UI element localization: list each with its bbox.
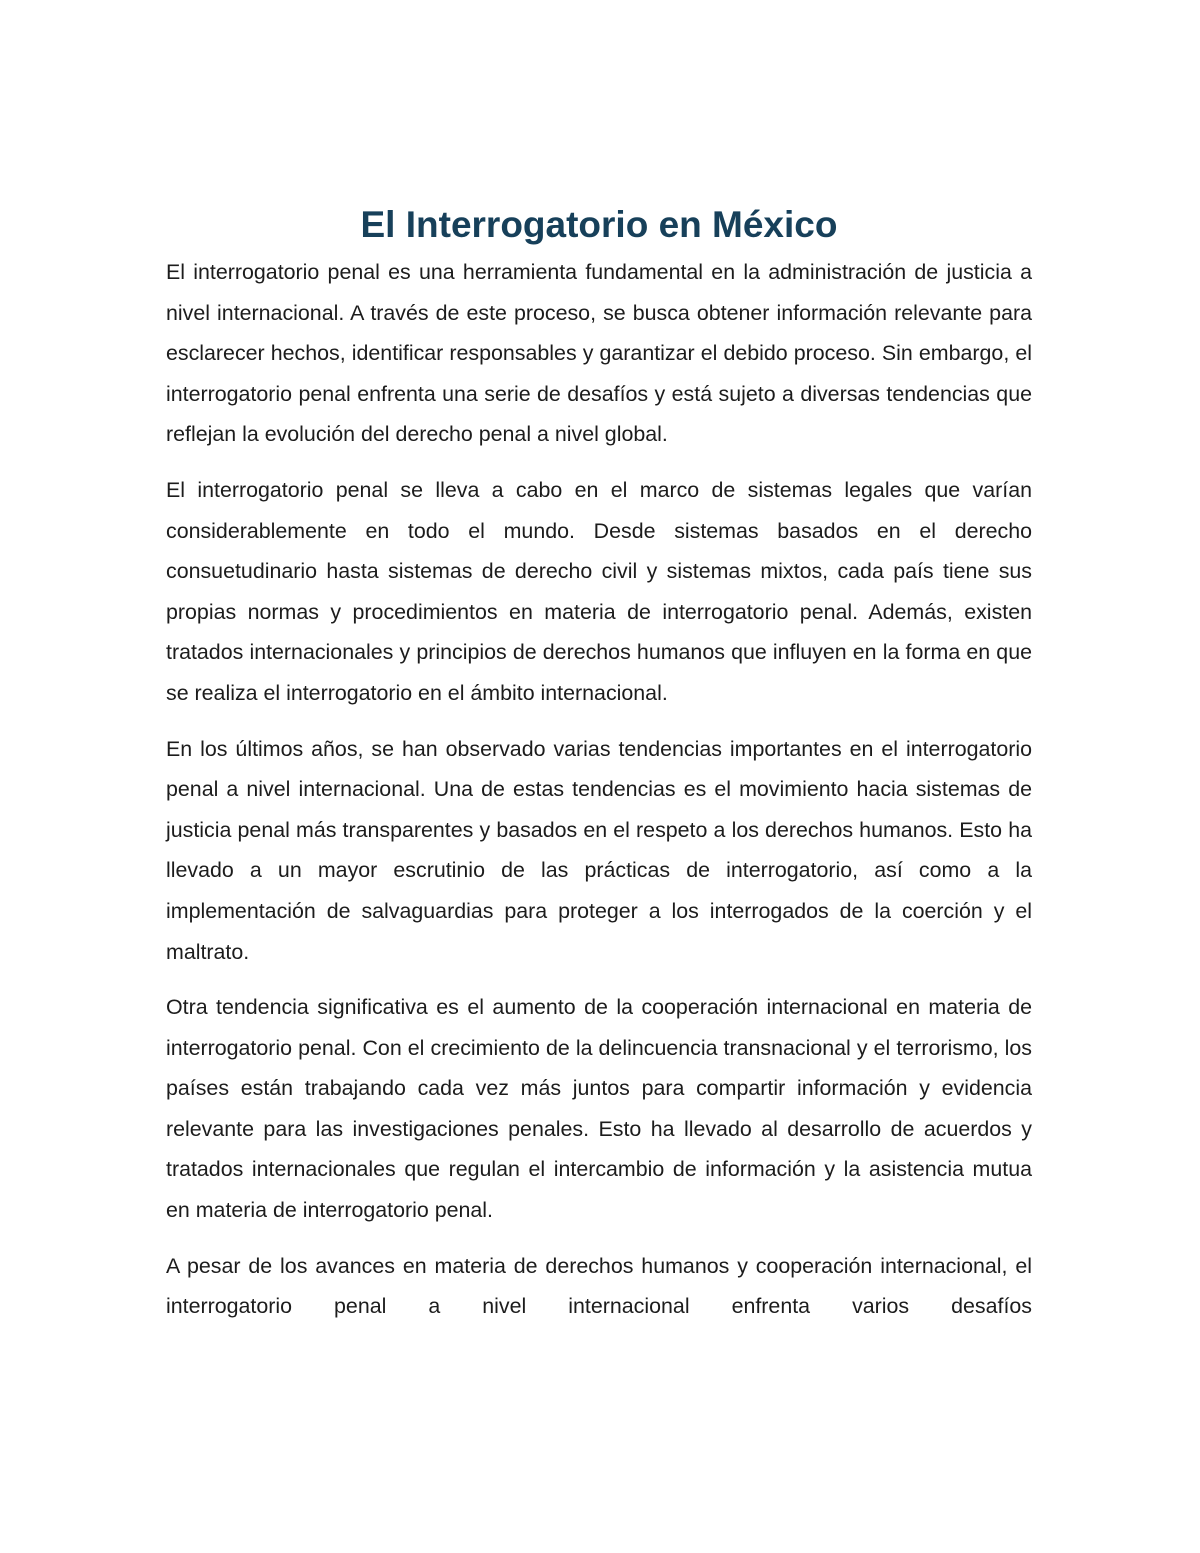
- paragraph-introduction: El interrogatorio penal es una herramienta fundamental en la administración de justicia a nivel internacional. A través de este proceso, se busca obtener información relevante para esclarecer hechos, identificar responsables y garantizar el debido proceso. Sin embargo, el interrogatorio penal enfrenta una serie de desafíos y está sujeto a diversas tendencias que reflejan la evolución del derecho penal a nivel global.: [166, 260, 1032, 447]
- paragraph-trends: En los últimos años, se han observado varias tendencias importantes en el interrogatorio penal a nivel internacional. Una de estas tendencias es el movimiento hacia sistemas de justicia penal más transparentes y basados en el respeto a los derechos humanos. Esto ha llevado a un mayor escrutinio de las prácticas de interrogatorio, así como a la implementación de salvaguardias para proteger a los interrogados de la coerción y el maltrato.: [166, 736, 1032, 964]
- document-title: El Interrogatorio en México: [360, 204, 838, 245]
- document-body: [166, 200, 1032, 1342]
- paragraph-challenges: A pesar de los avances en materia de derechos humanos y cooperación internacional, el interrogatorio penal a nivel internacional enfrenta varios desafíos: [166, 1253, 1032, 1319]
- paragraph-legal-systems: El interrogatorio penal se lleva a cabo en el marco de sistemas legales que varían considerablemente en todo el mundo. Desde sistemas basados en el derecho consuetudinario hasta sistemas de derecho civil y sistemas mixtos, cada país tiene sus propias normas y procedimientos en materia de interrogatorio penal. Además, existen tratados internacionales y principios de derechos humanos que influyen en la forma en que se realiza el interrogatorio en el ámbito internacional.: [166, 477, 1032, 705]
- paragraph-cooperation: Otra tendencia significativa es el aumento de la cooperación internacional en materia de interrogatorio penal. Con el crecimiento de la delincuencia transnacional y el terrorismo, los países están trabajando cada vez más juntos para compartir información y evidencia relevante para las investigaciones penales. Esto ha llevado al desarrollo de acuerdos y tratados internacionales que regulan el intercambio de información y la asistencia mutua en materia de interrogatorio penal.: [166, 995, 1032, 1223]
